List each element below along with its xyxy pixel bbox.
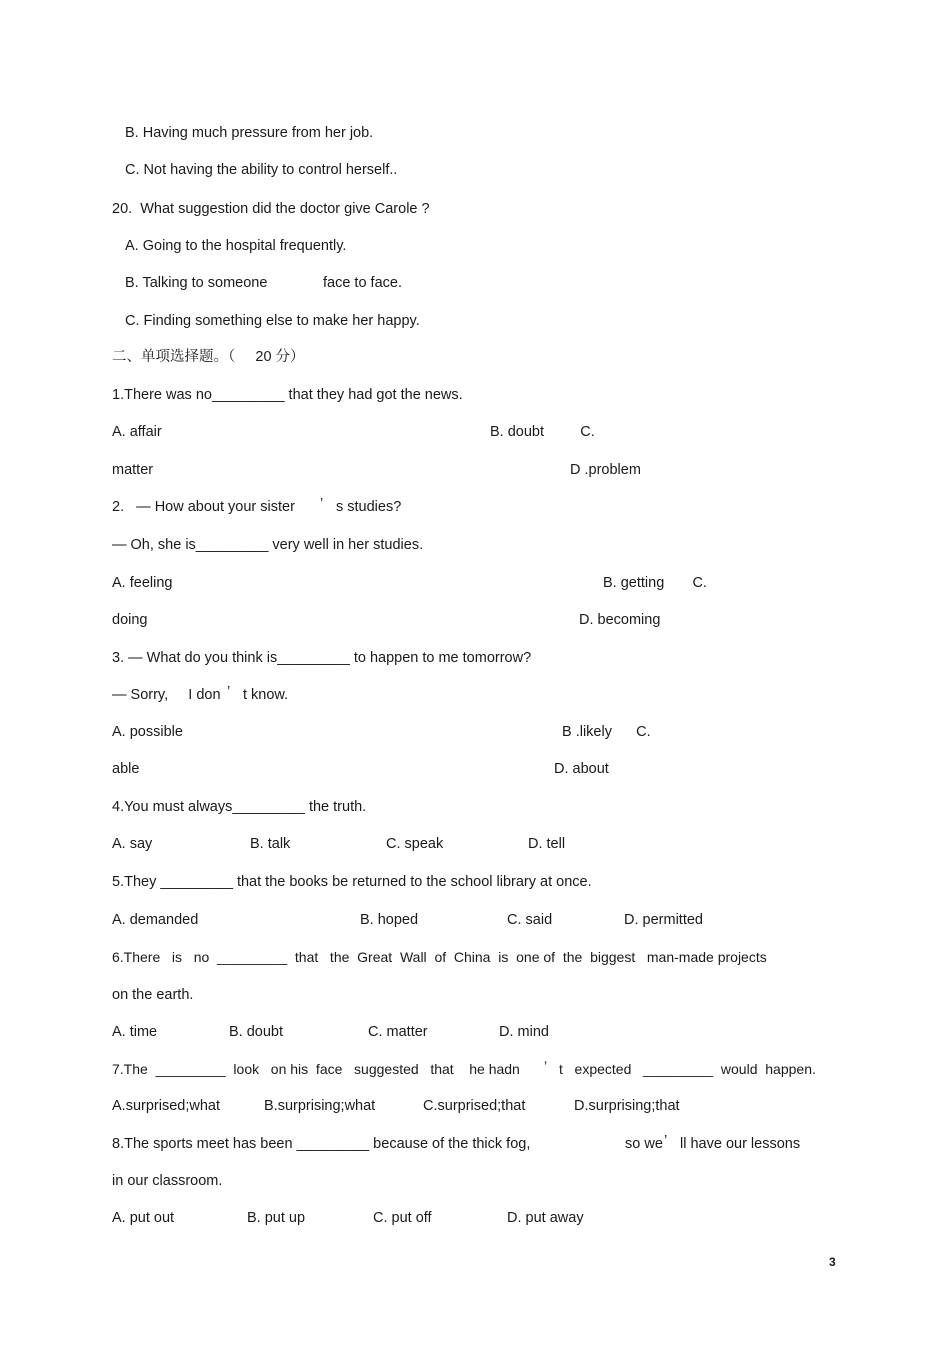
- mc7-question-part1: 7.The _________ look on his face suggested that he hadn: [112, 1061, 520, 1077]
- mc8-question-part3: ll have our lessons: [680, 1136, 801, 1152]
- mc4-question: 4.You must always_________ the truth.: [112, 799, 367, 815]
- mc1-question: 1.There was no_________ that they had got the news.: [112, 387, 463, 403]
- mc5-option-a: A. demanded: [112, 912, 199, 928]
- mc3-reply-part2: t know.: [243, 687, 289, 703]
- mc5-question: 5.They _________ that the books be returned to the school library at once.: [112, 874, 592, 890]
- mc6-question-cont: on the earth.: [112, 987, 194, 1003]
- mc8-option-b: B. put up: [247, 1210, 306, 1226]
- mc3-question: 3. — What do you think is_________ to happen to me tomorrow?: [112, 650, 532, 666]
- mc7-option-c: C.surprised;that: [423, 1098, 526, 1114]
- mc2-option-c: doing: [112, 612, 148, 628]
- mc2-option-d: D. becoming: [579, 612, 661, 628]
- mc1-option-b: B. doubt C.: [490, 424, 595, 440]
- q20-question: 20. What suggestion did the doctor give Carole ?: [112, 201, 430, 217]
- mc3-option-b: B .likely C.: [562, 724, 651, 740]
- mc2-answer-line: — Oh, she is_________ very well in her studies.: [112, 537, 424, 553]
- mc2-question-part2: s studies?: [336, 499, 402, 515]
- q20-option-c: C. Finding something else to make her happy.: [125, 313, 420, 329]
- mc8-option-d: D. put away: [507, 1210, 584, 1226]
- mc1-option-c: matter: [112, 462, 154, 478]
- mc4-option-d: D. tell: [528, 836, 566, 852]
- mc5-option-b: B. hoped: [360, 912, 419, 928]
- section-heading: 二、单项选择题。（ 20 分）: [112, 349, 305, 365]
- mc7-question-part2: t expected _________ would happen.: [559, 1061, 816, 1077]
- mc6-option-c: C. matter: [368, 1024, 428, 1040]
- mc6-option-a: A. time: [112, 1024, 158, 1040]
- mc8-question-part1: 8.The sports meet has been _________ because of the thick fog,: [112, 1136, 531, 1152]
- mc8-apostrophe: ’: [664, 1133, 668, 1149]
- mc5-option-d: D. permitted: [624, 912, 703, 928]
- mc7-option-b: B.surprising;what: [264, 1098, 376, 1114]
- mc3-reply-part1: — Sorry, I don: [112, 687, 221, 703]
- mc2-apostrophe: ’: [320, 496, 324, 512]
- mc6-question: 6.There is no _________ that the Great Wall of China is one of the biggest man-made projects: [112, 949, 767, 965]
- mc4-option-b: B. talk: [250, 836, 291, 852]
- q20-option-b-part2: face to face.: [323, 275, 402, 291]
- mc8-question-cont: in our classroom.: [112, 1173, 223, 1189]
- mc4-option-a: A. say: [112, 836, 153, 852]
- mc8-question-part2: so we: [625, 1136, 663, 1152]
- q20-option-b-part1: B. Talking to someone: [125, 275, 268, 291]
- q20-option-a: A. Going to the hospital frequently.: [125, 238, 347, 254]
- q19-option-b: B. Having much pressure from her job.: [125, 125, 374, 141]
- mc2-option-a: A. feeling: [112, 575, 173, 591]
- mc3-apostrophe: ’: [227, 684, 231, 700]
- mc6-option-d: D. mind: [499, 1024, 549, 1040]
- mc1-option-a: A. affair: [112, 424, 162, 440]
- mc1-option-d: D .problem: [570, 462, 641, 478]
- mc3-option-d: D. about: [554, 761, 609, 777]
- page-number: 3: [829, 1255, 836, 1269]
- mc5-option-c: C. said: [507, 912, 553, 928]
- mc4-option-c: C. speak: [386, 836, 444, 852]
- mc2-option-b: B. getting C.: [603, 575, 707, 591]
- mc6-option-b: B. doubt: [229, 1024, 284, 1040]
- mc8-option-c: C. put off: [373, 1210, 432, 1226]
- mc3-option-c: able: [112, 761, 140, 777]
- mc7-option-a: A.surprised;what: [112, 1098, 220, 1114]
- mc7-apostrophe: ’: [544, 1058, 548, 1074]
- q19-option-c: C. Not having the ability to control herself..: [125, 162, 398, 178]
- mc2-question-part1: 2. — How about your sister: [112, 499, 295, 515]
- mc3-option-a: A. possible: [112, 724, 183, 740]
- mc7-option-d: D.surprising;that: [574, 1098, 680, 1114]
- mc8-option-a: A. put out: [112, 1210, 175, 1226]
